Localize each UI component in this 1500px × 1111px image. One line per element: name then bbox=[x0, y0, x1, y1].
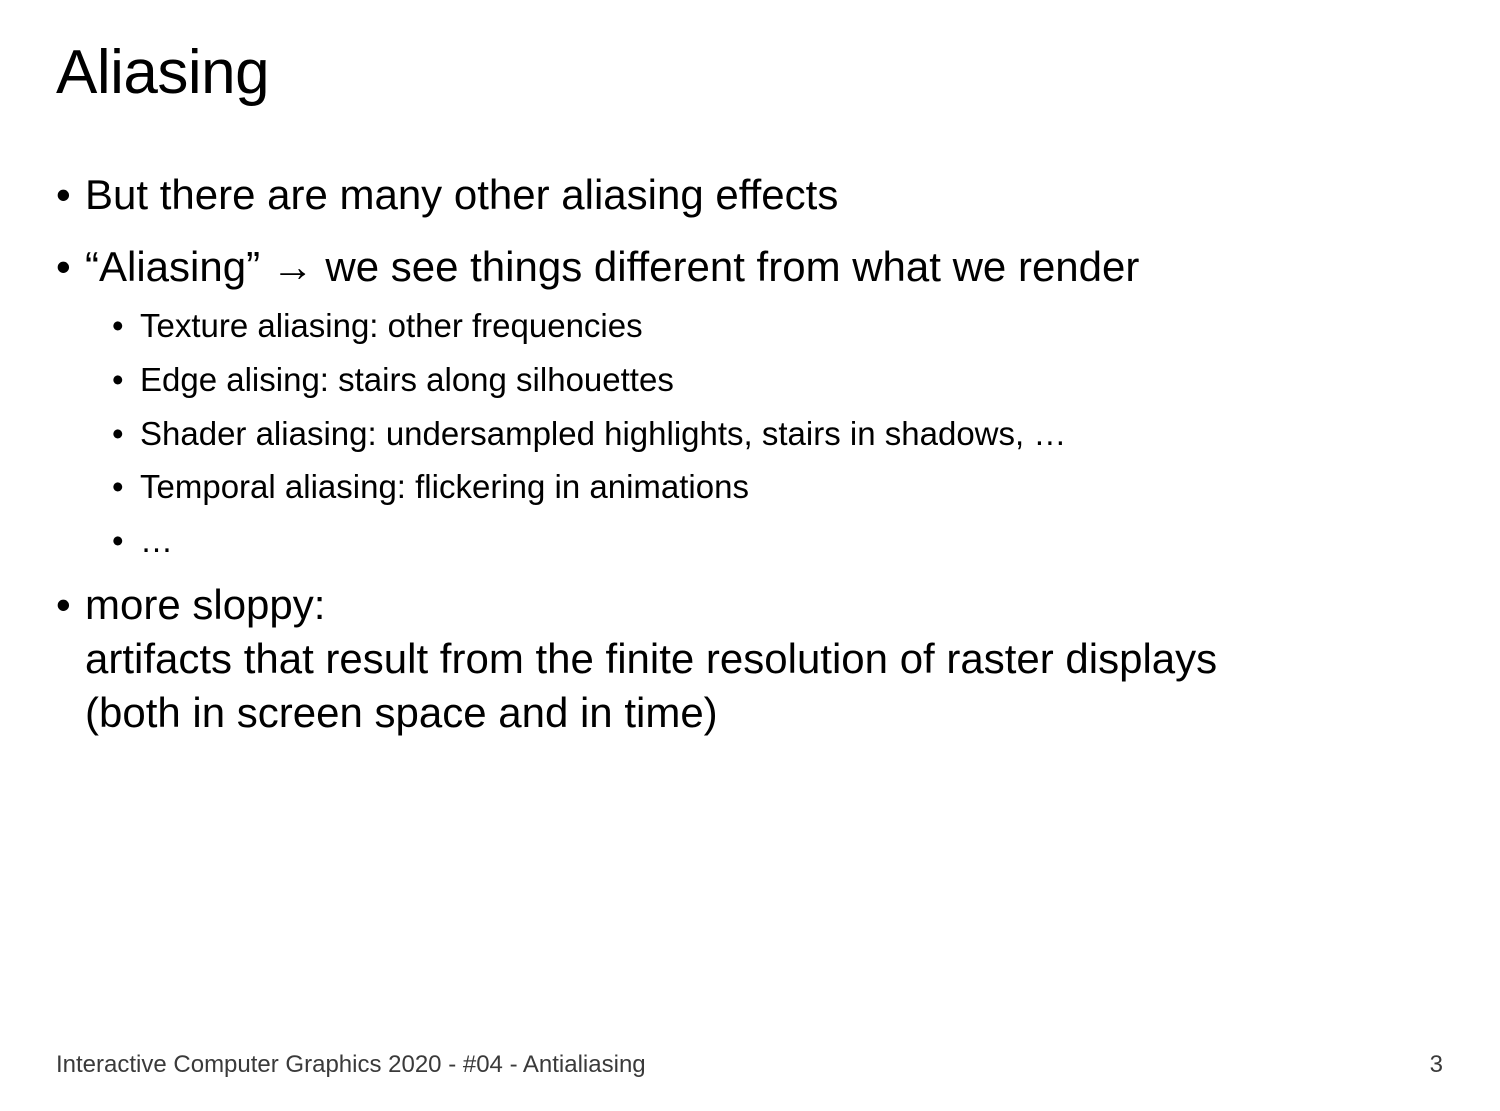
bullet-item bbox=[56, 168, 838, 222]
bullet-marker: • bbox=[112, 361, 124, 398]
sub-bullet-text: Texture aliasing: other frequencies bbox=[140, 307, 643, 344]
bullet-line: more sloppy: bbox=[85, 581, 326, 628]
page-number: 3 bbox=[1429, 1051, 1443, 1078]
sub-bullet-item bbox=[112, 466, 749, 508]
bullet-marker: • bbox=[112, 307, 124, 344]
bullet-line: artifacts that result from the finite resolution of raster displays bbox=[85, 635, 1218, 682]
bullet-marker: • bbox=[112, 468, 124, 505]
bullet-marker: • bbox=[56, 581, 71, 628]
bullet-text bbox=[85, 578, 1217, 740]
bullet-marker: • bbox=[56, 243, 71, 290]
slide-title: Aliasing bbox=[56, 38, 270, 107]
sub-bullet-text: Shader aliasing: undersampled highlights, stairs in shadows, … bbox=[140, 415, 1067, 452]
bullet-text: “Aliasing” → we see things different from what we render bbox=[85, 243, 1140, 290]
bullet-marker: • bbox=[112, 415, 124, 452]
sub-bullet-item bbox=[112, 305, 643, 347]
bullet-line: (both in screen space and in time) bbox=[85, 689, 718, 736]
bullet-marker: • bbox=[56, 171, 71, 218]
bullet-text: But there are many other aliasing effects bbox=[85, 171, 839, 218]
sub-bullet-item bbox=[112, 520, 173, 562]
sub-bullet-text: … bbox=[140, 522, 173, 559]
sub-bullet-item bbox=[112, 413, 1066, 455]
sub-bullet-text: Temporal aliasing: flickering in animations bbox=[140, 468, 749, 505]
bullet-item bbox=[56, 578, 1217, 740]
sub-bullet-item bbox=[112, 359, 674, 401]
sub-bullet-text: Edge alising: stairs along silhouettes bbox=[140, 361, 674, 398]
footer-text: Interactive Computer Graphics 2020 - #04 - Antialiasing bbox=[56, 1051, 646, 1078]
bullet-item bbox=[56, 240, 1139, 294]
bullet-marker: • bbox=[112, 522, 124, 559]
